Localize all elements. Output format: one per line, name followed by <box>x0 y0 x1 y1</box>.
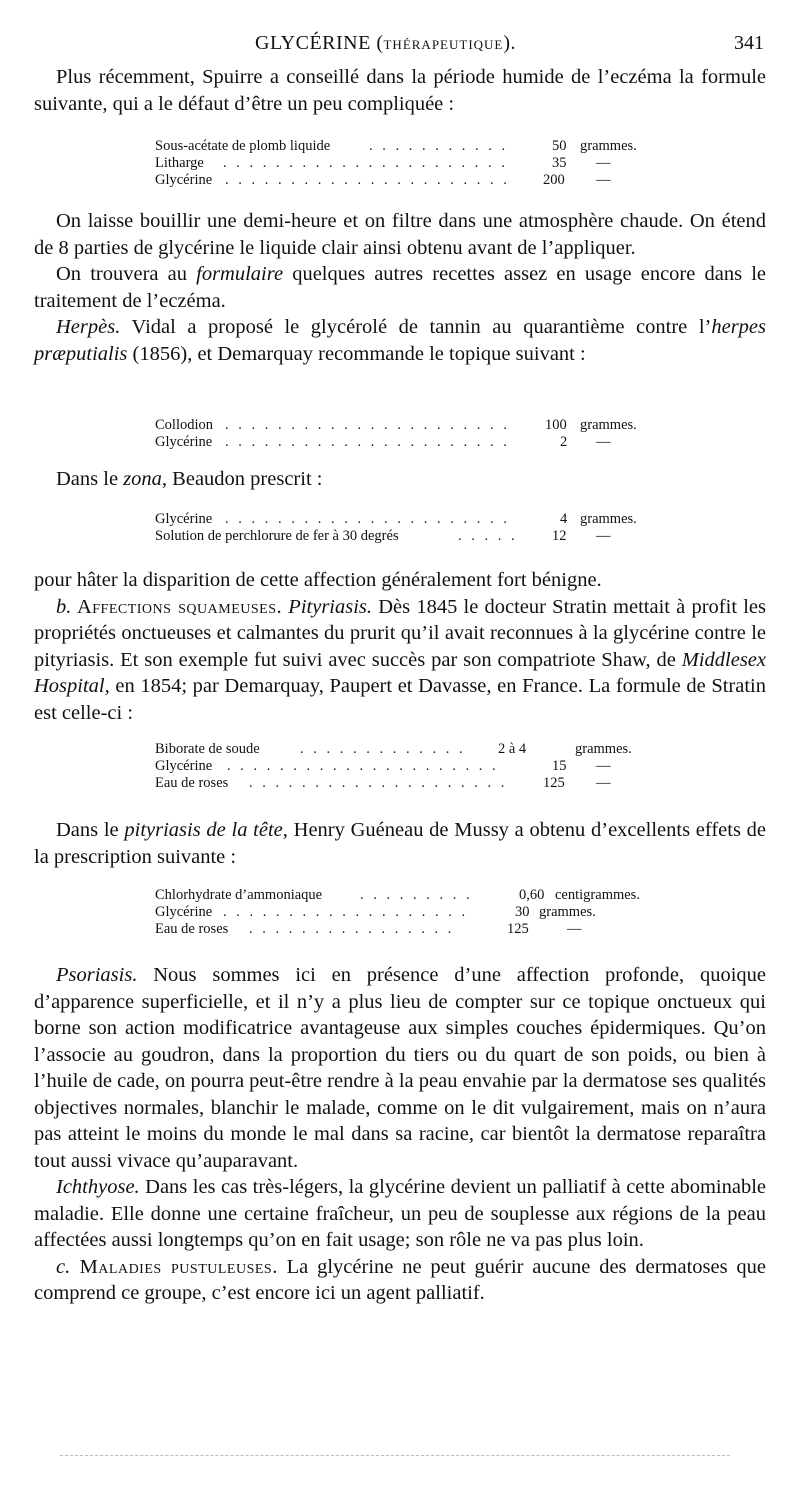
smallcaps-run: Maladies pustuleuses. <box>70 1255 278 1278</box>
ingredient-quantity: 2 <box>560 434 568 450</box>
text-run: Dans le <box>56 819 125 841</box>
italic-run: Herpès. <box>56 316 121 338</box>
paragraph-group-1 <box>34 208 766 367</box>
leader-dots: . . . . . . . . . . . . . . . . . . . . . . <box>223 155 508 171</box>
ingredient-name: Chlorhydrate d’ammoniaque <box>155 887 323 903</box>
ingredient-unit: grammes. <box>539 904 596 920</box>
ingredient-name: Glycérine <box>155 758 213 774</box>
ingredient-quantity: 50 <box>552 138 567 154</box>
text-run: On trouvera au <box>56 263 197 285</box>
text-run: Henry Guéneau de Mussy a obtenu d’excellents effets de la prescription suivante : <box>34 819 767 868</box>
ingredient-name: Glycérine <box>155 511 213 527</box>
italic-run: Middlesex Hospital, <box>34 648 766 697</box>
ingredient-unit: centigrammes. <box>555 887 640 903</box>
text-run: Vidal a proposé le glycérolé de tannin au quarantième contre l’ <box>120 316 712 338</box>
paragraph-herpes <box>34 314 766 367</box>
page-number: 341 <box>734 32 764 54</box>
ingredient-name: Collodion <box>155 417 214 433</box>
ingredient-name: Glycérine <box>155 904 213 920</box>
ingredient-quantity: 4 <box>560 511 568 527</box>
leader-dots: . . . . . . . . . . . . . . . . <box>249 921 455 937</box>
paragraph-text: On laisse bouillir une demi-heure et on filtre dans une atmosphère chaude. On étend de 8 parties de glycérine le liquide clair ainsi obtenu avant de l’appliquer. <box>34 210 766 259</box>
leader-dots: . . . . . . . . . . . . . . . . . . . . . . <box>225 511 510 527</box>
leader-dots: . . . . . . . . . . . . . . . . . . . . . . <box>225 172 510 188</box>
italic-run: zona, <box>123 468 168 490</box>
italic-run: Ichthyose. <box>56 1176 140 1198</box>
paragraph-group-3 <box>34 962 766 1307</box>
ingredient-unit: grammes. <box>580 138 637 154</box>
ingredient-quantity: 2 à 4 <box>498 741 527 757</box>
paragraph-pityriasis-tete <box>34 817 766 870</box>
running-title-smallcaps: THÉRAPEUTIQUE <box>383 37 504 52</box>
text-run: Dès 1845 le docteur Stratin mettait à profit les propriétés onctueuses et calmantes du prurit qu’il avait reconnues à la glycérine contre le pityriasis. Et son exemple fut suivi avec succès par son compatriote Shaw, de <box>34 595 766 671</box>
ingredient-quantity: 15 <box>552 758 567 774</box>
paragraph-zona <box>34 466 766 493</box>
leader-dots: . . . . . . . . . . . . . . . . . . . <box>223 904 469 920</box>
leader-dots: . . . . . . . . . . . . . . . . . . . . . . <box>225 417 510 433</box>
italic-run: pityriasis de la tête, <box>124 819 288 841</box>
paragraph-eczema-intro <box>34 64 766 117</box>
ingredient-unit: grammes. <box>580 511 637 527</box>
text-run: Beaudon prescrit : <box>167 468 323 490</box>
leader-dots: . . . . . . . . . . . . . . . . . . . . . <box>227 758 499 774</box>
ingredient-unit: — <box>567 921 582 937</box>
ingredient-quantity: 0,60 <box>519 887 545 903</box>
ingredient-name: Biborate de soude <box>155 741 260 757</box>
leader-dots: . . . . . . . . . . . <box>369 138 509 154</box>
running-title-main: GLYCÉRINE ( <box>255 32 384 54</box>
italic-run: c. <box>56 1255 71 1278</box>
paragraph-formulaire <box>34 261 766 314</box>
paragraph-pityriasis <box>34 594 766 727</box>
text-run: La glycérine ne peut guérir aucune des dermatoses que comprend ce groupe, c’est encore ici un agent palliatif. <box>34 1255 767 1304</box>
leader-dots: . . . . . . . . . <box>360 887 473 903</box>
italic-run: formulaire <box>196 263 284 285</box>
paragraph-pustuleuses <box>34 1254 766 1307</box>
smallcaps-run: Affections squameuses. <box>71 595 283 618</box>
ingredient-unit: — <box>596 172 611 188</box>
ingredient-unit: — <box>596 155 611 171</box>
text-run: Dans le <box>56 468 124 490</box>
text-run: en 1854; par Demarquay, Paupert et Davasse, en France. La formule de Stratin est celle-ci : <box>34 675 766 724</box>
ingredient-quantity: 125 <box>507 921 529 937</box>
ingredient-name: Litharge <box>155 155 204 171</box>
ingredient-name: Sous-acétate de plomb liquide <box>155 138 331 154</box>
bottom-rule <box>60 1455 730 1456</box>
ingredient-unit: — <box>596 528 611 544</box>
ingredient-unit: — <box>596 434 611 450</box>
paragraph-psoriasis <box>34 962 766 1174</box>
ingredient-unit: — <box>596 775 611 791</box>
running-title-end: ). <box>503 32 517 54</box>
ingredient-quantity: 35 <box>552 155 567 171</box>
italic-run: Pityriasis. <box>282 595 373 618</box>
leader-dots: . . . . . . . . . . . . . <box>300 741 466 757</box>
italic-run: Psoriasis. <box>56 964 138 986</box>
leader-dots: . . . . . <box>458 528 518 544</box>
leader-dots: . . . . . . . . . . . . . . . . . . . . . . <box>225 434 510 450</box>
text-run: quelques autres recettes assez en usage encore dans le traitement de l’eczéma. <box>34 263 766 312</box>
ingredient-quantity: 200 <box>543 172 565 188</box>
running-title <box>255 32 516 55</box>
ingredient-name: Glycérine <box>155 434 213 450</box>
ingredient-name: Eau de roses <box>155 921 229 937</box>
ingredient-quantity: 30 <box>515 904 530 920</box>
italic-run: herpes præputialis <box>34 316 766 365</box>
ingredient-quantity: 125 <box>543 775 565 791</box>
italic-run: b. <box>56 595 72 618</box>
ingredient-name: Glycérine <box>155 172 213 188</box>
paragraph-ichthyose <box>34 1174 766 1254</box>
text-run: (1856), et Demarquay recommande le topique suivant : <box>127 342 586 365</box>
text-run: Nous sommes ici en présence d’une affection profonde, quoique d’apparence superficielle, et il n’y a plus lieu de compter sur ce topique onctueux qui borne son action modificatrice avantageuse aux simples couches épidermiques. Qu’on l’associe au goudron, dans la proportion du tiers ou du quart de son poids, ou bien à l’huile de cade, on pourra peut-être rendre à la peau envahie par la dermatose ses qualités objectives normales, blanchir le malade, comme on le dit vulgairement, mais on n’aura pas atteint le moins du monde le mal dans sa racine, car bientôt la dermatose reparaîtra tout aussi vivace qu’auparavant. <box>34 964 766 1172</box>
ingredient-quantity: 12 <box>552 528 567 544</box>
text-run: Dans les cas très-légers, la glycérine devient un palliatif à cette abominable maladie. Elle donne une certaine fraîcheur, un peu de souplesse aux régions de la peau affectées aussi longtemps qu’on en fait usage; son rôle ne va pas plus loin. <box>34 1176 766 1251</box>
ingredient-unit: grammes. <box>580 417 637 433</box>
ingredient-name: Solution de perchlorure de fer à 30 degrés <box>155 528 399 544</box>
ingredient-name: Eau de roses <box>155 775 229 791</box>
paragraph-group-2 <box>34 567 766 726</box>
paragraph-text: Plus récemment, Spuirre a conseillé dans la période humide de l’eczéma la formule suivante, qui a le défaut d’être un peu compliquée : <box>34 66 766 115</box>
ingredient-unit: grammes. <box>575 741 632 757</box>
leader-dots: . . . . . . . . . . . . . . . . . . . . <box>249 775 508 791</box>
running-header <box>0 32 800 58</box>
ingredient-unit: — <box>596 758 611 774</box>
ingredient-quantity: 100 <box>545 417 567 433</box>
paragraph-text: pour hâter la disparition de cette affection généralement fort bénigne. <box>34 569 602 591</box>
